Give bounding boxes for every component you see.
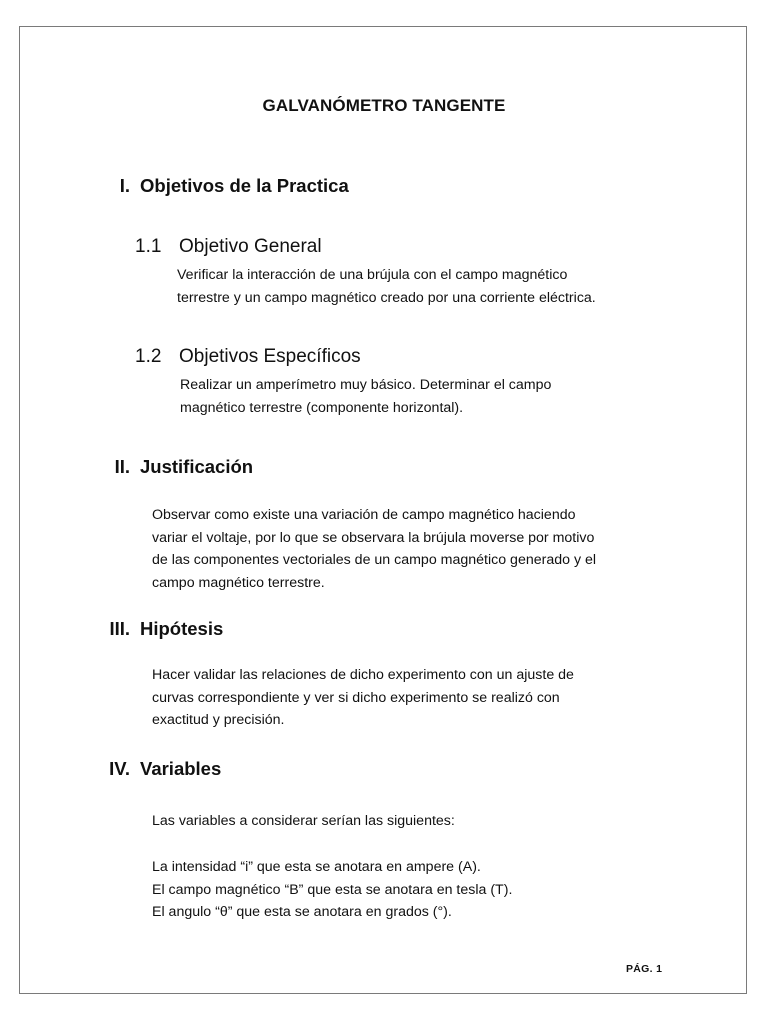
- section-title: Objetivos de la Practica: [140, 175, 349, 196]
- paragraph-justificacion: [152, 504, 596, 594]
- section-title: Justificación: [140, 456, 254, 477]
- section-number: IV.: [109, 758, 130, 779]
- section-title: Variables: [140, 758, 222, 779]
- paragraph-objetivo-general: [177, 264, 596, 309]
- text-line: Las variables a considerar serían las siguientes:: [152, 813, 455, 829]
- text-line: Verificar la interacción de una brújula con el campo magnético: [177, 267, 568, 283]
- subsection-number: 1.1: [135, 236, 162, 257]
- text-line: magnético terrestre (componente horizontal).: [180, 399, 464, 416]
- text-line: de las componentes vectoriales de un campo magnético generado y el: [152, 552, 597, 568]
- subsection-number: 1.2: [135, 346, 162, 367]
- section-number: III.: [109, 618, 130, 639]
- variable-item: La intensidad “i” que esta se anotara en ampere (A).: [152, 859, 481, 875]
- text-line: Realizar un amperímetro muy básico. Determinar el campo: [180, 377, 552, 393]
- text-line: exactitud y precisión.: [152, 712, 285, 728]
- text-line: campo magnético terrestre.: [152, 574, 325, 591]
- section-number: II.: [114, 456, 130, 477]
- variables-list: [152, 856, 512, 924]
- variable-item: El angulo “θ” que esta se anotara en grados (°).: [152, 904, 452, 920]
- paragraph-objetivos-especificos: [180, 374, 551, 419]
- document-title: GALVANÓMETRO TANGENTE: [262, 96, 506, 115]
- text-line: terrestre y un campo magnético creado por una corriente eléctrica.: [177, 289, 596, 306]
- variable-item: El campo magnético “B” que esta se anotara en tesla (T).: [152, 881, 513, 898]
- paragraph-hipotesis: [152, 664, 574, 732]
- subsection-title: Objetivos Específicos: [179, 346, 361, 367]
- subsection-title: Objetivo General: [179, 236, 322, 257]
- text-line: variar el voltaje, por lo que se observara la brújula moverse por motivo: [152, 529, 595, 546]
- section-number: I.: [119, 175, 130, 196]
- text-line: curvas correspondiente y ver si dicho experimento se realizó con: [152, 689, 560, 706]
- section-title: Hipótesis: [140, 618, 224, 639]
- page-number: PÁG. 1: [626, 963, 663, 975]
- text-line: Observar como existe una variación de campo magnético haciendo: [152, 507, 576, 523]
- text-line: Hacer validar las relaciones de dicho experimento con un ajuste de: [152, 667, 574, 683]
- paragraph-variables-intro: [152, 810, 455, 833]
